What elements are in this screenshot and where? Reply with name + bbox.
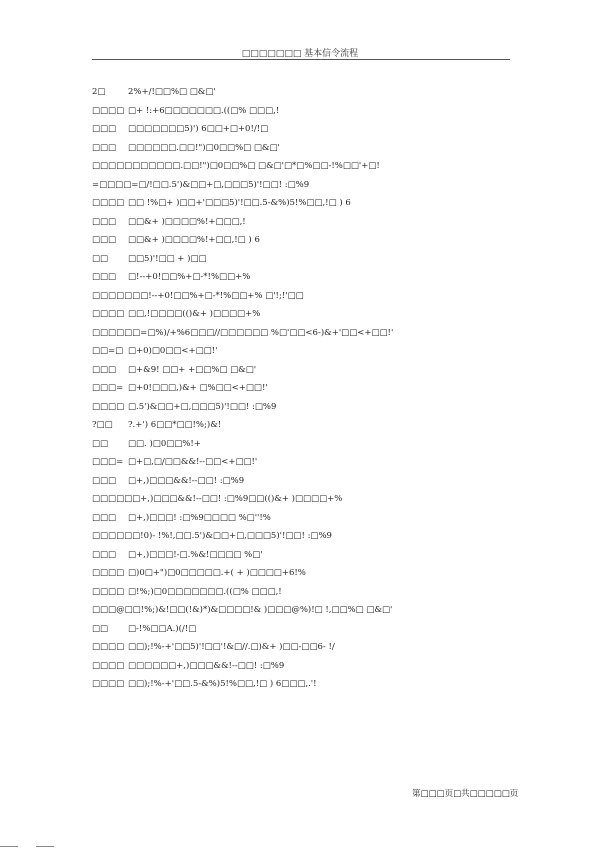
document-line [92, 620, 512, 639]
document-line [92, 139, 512, 158]
line-value: □+□,□/□□&&!--□□<+□□!' [128, 457, 258, 467]
document-line [92, 231, 512, 250]
line-value: □+,)□□□&&!--□□! :□%9□□(()&+ )□□□□+% [132, 494, 343, 504]
line-key: □□□□ [92, 198, 125, 208]
line-key: □□□□□ [92, 494, 133, 504]
line-value: □□&+ )□□□□%!+□□□,! [128, 216, 246, 227]
line-value: □-!%□□A.)(/!□ [128, 623, 197, 634]
document-line [92, 102, 512, 121]
line-key: □□□ [92, 512, 117, 523]
document-body [92, 83, 512, 694]
document-line [92, 601, 512, 620]
document-line [92, 250, 512, 269]
line-value: □□&+ )□□□□%!+□□,!□ ) 6 [128, 235, 260, 245]
line-value: □%)/+%6□□□//□□□□□□ %□'□□<6-)&+'□□<+□□!' [147, 327, 394, 338]
line-key: □□□□ [92, 642, 125, 652]
document-line [92, 509, 512, 528]
document-line [92, 398, 512, 417]
line-key: □□□□ [92, 586, 125, 597]
line-key: □□□□□ [92, 531, 133, 541]
document-line [92, 638, 512, 657]
line-key: □□□□ [92, 660, 125, 671]
line-key: 2□ [92, 87, 106, 97]
document-line [92, 120, 512, 139]
document-line [92, 305, 512, 324]
document-line [92, 287, 512, 306]
document-line [92, 268, 512, 287]
line-key: □□□□ [92, 309, 125, 319]
document-line [92, 527, 512, 546]
line-key: □□□ [92, 124, 117, 134]
document-line [92, 342, 512, 361]
document-line [92, 657, 512, 676]
line-key: □□□□□ [92, 161, 133, 171]
line-value: □□□□□□.□□!")□0□□%□ □&□'□*□%□□-!%□□'+□! [132, 161, 380, 171]
line-value: □!%;)&!□□(!&)*)&□□□□!& )□□□@%)!□ !,□□%□ □&□' [132, 605, 393, 615]
line-key: □□□= [92, 457, 124, 467]
header-divider [92, 59, 510, 60]
document-line [92, 324, 512, 343]
line-key: □□ [92, 253, 109, 264]
line-key: □□□ [92, 364, 117, 375]
line-value: 2%+/!□□%□ □&□' [128, 87, 216, 97]
line-value: □□,!□□□□(()&+ )□□□□+% [128, 309, 261, 319]
line-key: □□ [92, 438, 109, 449]
footer-divider-left [0, 846, 18, 847]
page-header-title: □□□□□□□ 基本信令流程 [241, 49, 359, 59]
line-value: □+,)□□□&&!--□□! :□%9 [128, 475, 245, 486]
line-key: □□□□□□ [92, 290, 141, 301]
line-value: □□. )□0□□%!+ [128, 438, 201, 449]
line-value: □!--+0!□□%+□-*!%□□+% □'!;!'□□ [140, 290, 304, 301]
line-value: □□ !%□+ )□□+'□□□5)'!□□.5-&%)5!%□□,!□ ) 6 [128, 198, 351, 208]
line-value: □□);!%-+'□□.5-&%)5!%□□,!□ ) 6□□□,.'! [128, 679, 317, 689]
line-key: □□□□□□= [92, 327, 148, 338]
document-line [92, 361, 512, 380]
document-line [92, 194, 512, 213]
line-key: □□□= [92, 383, 124, 393]
line-key: □□□ [92, 216, 117, 227]
line-key: ?□□ [92, 420, 113, 430]
line-value: □+,)□□□! :□%9□□□□ %□''!% [128, 512, 271, 523]
line-key: □□□□ [92, 568, 125, 578]
document-line [92, 453, 512, 472]
line-value: □.5')&□□+□,□□□5)'!□□! :□%9 [128, 401, 277, 412]
line-value: □□5)'!□□ + )□□ [128, 253, 207, 264]
document-line [92, 490, 512, 509]
line-value: □+&9! □□+ +□□%□ □&□' [128, 364, 257, 375]
line-value: □□□□□□□5)') 6□□+□+0!/!□ [128, 124, 269, 134]
line-key: □□□□ [92, 679, 125, 689]
document-line [92, 472, 512, 491]
line-key: □□□ [92, 549, 117, 560]
footer-divider-mid [36, 846, 54, 847]
line-key: □□□ [92, 235, 117, 245]
document-line [92, 583, 512, 602]
document-line [92, 435, 512, 454]
line-key: □□=□ [92, 346, 124, 356]
document-line [92, 83, 512, 102]
line-value: □+,)□□□!-□.%&!□□□□ %□' [128, 549, 263, 560]
line-value: □+0!□□□,)&+ □%□□<+□□!' [128, 383, 268, 393]
line-value: □□□□□□.□□!")□0□□%□ □&□' [128, 142, 280, 153]
line-value: □□);!%-+'□□5)'!□□'!&□//.□)&+ )□□-□□6- !/ [128, 642, 335, 652]
line-key: □□□@□ [92, 605, 133, 615]
line-key: □□□ [92, 142, 117, 153]
line-value: □□□□□□+,)□□□&&!--□□! :□%9 [128, 660, 285, 671]
document-line [92, 379, 512, 398]
page-number: 第□□□页□共□□□□□页 [412, 789, 519, 799]
line-value: □+0)□0□□<+□□!' [128, 346, 218, 356]
document-line [92, 675, 512, 694]
line-key: □□□□ [92, 105, 125, 116]
line-key: □□□ [92, 475, 117, 486]
line-value: =□/!□□.5')&□□+□,□□□5)'!□□! :□%9 [131, 179, 310, 190]
line-key: =□□□□ [92, 179, 132, 190]
line-key: □□□□ [92, 401, 125, 412]
document-line [92, 176, 512, 195]
line-value: □!0)- !%!,□□.5')&□□+□,□□□5)'!□□! :□%9 [132, 531, 332, 541]
line-value: □)0□+")□0□□□□□.+( + )□□□□+6!% [128, 568, 306, 578]
document-line [92, 416, 512, 435]
line-key: □□□ [92, 272, 117, 282]
line-value: ?.+') 6□□*□□!%;)&! [128, 420, 222, 430]
line-value: □!%;)□0□□□□□□□.((□% □□□,! [128, 586, 282, 597]
document-line [92, 564, 512, 583]
document-line [92, 546, 512, 565]
line-value: □+ !:+6□□□□□□□.((□% □□□,! [128, 105, 280, 116]
line-key: □□ [92, 623, 109, 634]
line-value: □!--+0!□□%+□-*!%□□+% [128, 272, 251, 282]
document-line [92, 213, 512, 232]
document-line [92, 157, 512, 176]
